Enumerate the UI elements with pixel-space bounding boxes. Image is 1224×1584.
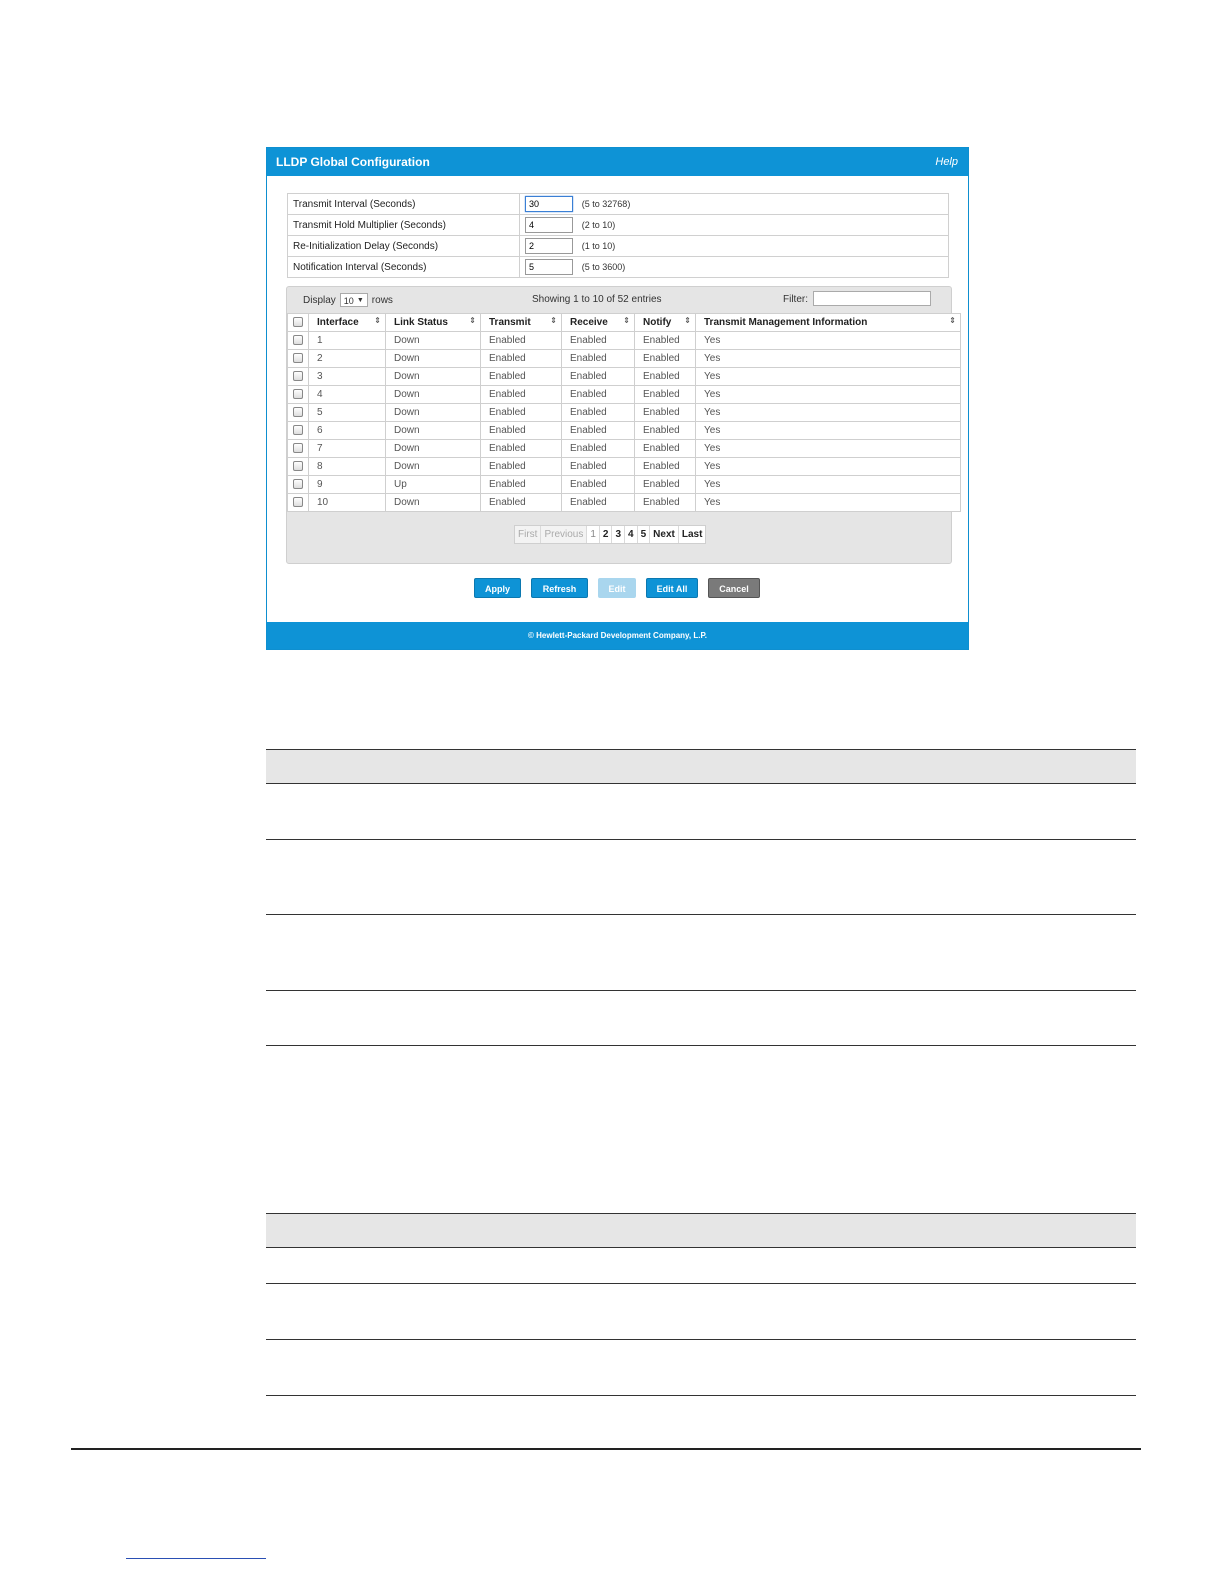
cell-link-status: Down	[386, 332, 481, 350]
table-row[interactable]	[288, 368, 961, 386]
config-value-cell	[520, 215, 949, 236]
cell-transmit-mgmt-info: Yes	[696, 458, 961, 476]
table-row[interactable]	[288, 350, 961, 368]
page-last-button[interactable]: Last	[678, 526, 706, 543]
column-notify[interactable]	[635, 314, 696, 332]
cell-link-status: Down	[386, 368, 481, 386]
cell-transmit-mgmt-info: Yes	[696, 404, 961, 422]
cell-notify: Enabled	[635, 494, 696, 512]
panel-footer	[267, 622, 968, 649]
doc-table-header	[266, 1213, 1136, 1248]
notification-interval-input[interactable]	[525, 259, 573, 275]
sort-icon: ⇕	[469, 316, 476, 325]
page-1-button[interactable]: 1	[586, 526, 599, 543]
table-toolbar	[287, 287, 951, 313]
document-table-1	[266, 749, 1136, 1046]
entries-info: Showing 1 to 10 of 52 entries	[532, 294, 662, 305]
doc-table-row	[266, 784, 1136, 840]
table-row[interactable]	[288, 476, 961, 494]
config-row	[288, 215, 949, 236]
cell-receive: Enabled	[562, 368, 635, 386]
config-table	[287, 193, 949, 278]
column-transmit-mgmt-info[interactable]	[696, 314, 961, 332]
cell-receive: Enabled	[562, 386, 635, 404]
pagination	[514, 525, 706, 544]
document-table-2	[266, 1213, 1136, 1396]
table-header-row	[288, 314, 961, 332]
row-select-cell	[288, 494, 309, 512]
row-select-cell	[288, 332, 309, 350]
transmit-hold-multiplier-input[interactable]	[525, 217, 573, 233]
cell-link-status: Down	[386, 386, 481, 404]
copyright-text: © Hewlett-Packard Development Company, L.P.	[528, 631, 707, 640]
cell-transmit: Enabled	[481, 350, 562, 368]
cell-interface: 4	[309, 386, 386, 404]
reinit-delay-input[interactable]	[525, 238, 573, 254]
row-checkbox[interactable]	[293, 443, 303, 453]
cancel-button[interactable]: Cancel	[708, 578, 760, 598]
filter-label: Filter:	[783, 294, 808, 305]
sort-icon: ⇕	[949, 316, 956, 325]
column-label: Transmit Management Information	[704, 317, 868, 328]
cell-transmit: Enabled	[481, 404, 562, 422]
config-row	[288, 257, 949, 278]
cell-transmit-mgmt-info: Yes	[696, 440, 961, 458]
table-row[interactable]	[288, 332, 961, 350]
cell-notify: Enabled	[635, 458, 696, 476]
cell-link-status: Down	[386, 350, 481, 368]
apply-button[interactable]: Apply	[474, 578, 521, 598]
cell-notify: Enabled	[635, 368, 696, 386]
notification-interval-range: (5 to 3600)	[581, 261, 626, 272]
row-checkbox[interactable]	[293, 335, 303, 345]
config-value-cell	[520, 236, 949, 257]
cell-transmit: Enabled	[481, 368, 562, 386]
edit-all-button[interactable]: Edit All	[646, 578, 698, 598]
select-all-checkbox[interactable]	[293, 317, 303, 327]
cell-transmit: Enabled	[481, 386, 562, 404]
table-row[interactable]	[288, 404, 961, 422]
column-receive[interactable]	[562, 314, 635, 332]
doc-table-row	[266, 1248, 1136, 1284]
rows-label: rows	[371, 294, 393, 306]
help-link[interactable]: Help	[935, 156, 958, 168]
select-all-cell	[288, 314, 309, 332]
page-previous-button[interactable]: Previous	[540, 526, 586, 543]
cell-interface: 7	[309, 440, 386, 458]
cell-receive: Enabled	[562, 404, 635, 422]
transmit-interval-input[interactable]	[525, 196, 573, 212]
sort-icon: ⇕	[374, 316, 381, 325]
footer-link-underline[interactable]	[126, 1558, 266, 1559]
cell-link-status: Up	[386, 476, 481, 494]
cell-receive: Enabled	[562, 440, 635, 458]
transmit-interval-range: (5 to 32768)	[581, 198, 631, 209]
cell-transmit: Enabled	[481, 332, 562, 350]
row-checkbox[interactable]	[293, 425, 303, 435]
row-select-cell	[288, 404, 309, 422]
row-checkbox[interactable]	[293, 371, 303, 381]
panel-header	[267, 148, 968, 176]
cell-receive: Enabled	[562, 458, 635, 476]
cell-notify: Enabled	[635, 350, 696, 368]
filter-input[interactable]	[813, 291, 931, 306]
cell-notify: Enabled	[635, 440, 696, 458]
cell-interface: 9	[309, 476, 386, 494]
column-label: Notify	[643, 317, 672, 328]
row-checkbox[interactable]	[293, 479, 303, 489]
cell-interface: 1	[309, 332, 386, 350]
cell-transmit-mgmt-info: Yes	[696, 476, 961, 494]
page-footer-rule	[71, 1448, 1141, 1450]
cell-interface: 2	[309, 350, 386, 368]
reinit-delay-range: (1 to 10)	[581, 240, 616, 251]
table-row[interactable]	[288, 386, 961, 404]
cell-transmit: Enabled	[481, 422, 562, 440]
row-select-cell	[288, 386, 309, 404]
lldp-config-panel	[266, 147, 969, 650]
doc-table-row	[266, 840, 1136, 915]
sort-icon: ⇕	[550, 316, 557, 325]
doc-table-row	[266, 915, 1136, 991]
cell-receive: Enabled	[562, 332, 635, 350]
cell-transmit-mgmt-info: Yes	[696, 368, 961, 386]
config-row	[288, 236, 949, 257]
cell-transmit-mgmt-info: Yes	[696, 332, 961, 350]
cell-interface: 5	[309, 404, 386, 422]
page-5-button[interactable]: 5	[637, 526, 650, 543]
cell-transmit-mgmt-info: Yes	[696, 350, 961, 368]
cell-link-status: Down	[386, 422, 481, 440]
cell-transmit-mgmt-info: Yes	[696, 386, 961, 404]
button-row	[267, 578, 968, 598]
column-interface[interactable]	[309, 314, 386, 332]
column-label: Transmit	[489, 317, 531, 328]
column-link-status[interactable]	[386, 314, 481, 332]
config-row	[288, 194, 949, 215]
cell-transmit-mgmt-info: Yes	[696, 422, 961, 440]
table-row[interactable]	[288, 458, 961, 476]
cell-link-status: Down	[386, 440, 481, 458]
page-3-button[interactable]: 3	[611, 526, 624, 543]
row-checkbox[interactable]	[293, 461, 303, 471]
page-next-button[interactable]: Next	[649, 526, 678, 543]
cell-receive: Enabled	[562, 494, 635, 512]
cell-receive: Enabled	[562, 476, 635, 494]
cell-transmit: Enabled	[481, 476, 562, 494]
transmit-hold-multiplier-label: Transmit Hold Multiplier (Seconds)	[288, 215, 520, 236]
cell-link-status: Down	[386, 458, 481, 476]
reinit-delay-label: Re-Initialization Delay (Seconds)	[288, 236, 520, 257]
doc-table-row	[266, 1340, 1136, 1396]
doc-table-row	[266, 991, 1136, 1046]
cell-transmit-mgmt-info: Yes	[696, 494, 961, 512]
rows-per-page-select[interactable]	[340, 293, 368, 307]
config-value-cell	[520, 257, 949, 278]
cell-notify: Enabled	[635, 386, 696, 404]
interface-table-container	[286, 286, 956, 564]
edit-button[interactable]: Edit	[598, 578, 636, 598]
row-checkbox[interactable]	[293, 389, 303, 399]
sort-icon: ⇕	[684, 316, 691, 325]
chevron-down-icon: ▼	[356, 297, 364, 304]
row-checkbox[interactable]	[293, 407, 303, 417]
column-label: Link Status	[394, 317, 448, 328]
row-select-cell	[288, 440, 309, 458]
column-label: Interface	[317, 317, 359, 328]
panel-title: LLDP Global Configuration	[276, 155, 430, 169]
table-row[interactable]	[288, 422, 961, 440]
doc-table-row	[266, 1284, 1136, 1340]
table-row[interactable]	[288, 494, 961, 512]
row-select-cell	[288, 458, 309, 476]
config-value-cell	[520, 194, 949, 215]
page-2-button[interactable]: 2	[599, 526, 612, 543]
row-select-cell	[288, 350, 309, 368]
doc-table-header	[266, 749, 1136, 784]
column-transmit[interactable]	[481, 314, 562, 332]
cell-notify: Enabled	[635, 404, 696, 422]
page-4-button[interactable]: 4	[624, 526, 637, 543]
cell-notify: Enabled	[635, 422, 696, 440]
notification-interval-label: Notification Interval (Seconds)	[288, 257, 520, 278]
page-first-button[interactable]: First	[515, 526, 540, 543]
cell-receive: Enabled	[562, 422, 635, 440]
table-row[interactable]	[288, 440, 961, 458]
cell-receive: Enabled	[562, 350, 635, 368]
transmit-hold-multiplier-range: (2 to 10)	[581, 219, 616, 230]
display-label: Display	[303, 294, 336, 306]
cell-transmit: Enabled	[481, 494, 562, 512]
cell-interface: 6	[309, 422, 386, 440]
row-select-cell	[288, 368, 309, 386]
cell-link-status: Down	[386, 404, 481, 422]
row-checkbox[interactable]	[293, 497, 303, 507]
refresh-button[interactable]: Refresh	[531, 578, 588, 598]
cell-transmit: Enabled	[481, 440, 562, 458]
rows-per-page-value: 10	[343, 296, 354, 306]
cell-link-status: Down	[386, 494, 481, 512]
row-checkbox[interactable]	[293, 353, 303, 363]
cell-interface: 8	[309, 458, 386, 476]
row-select-cell	[288, 476, 309, 494]
transmit-interval-label: Transmit Interval (Seconds)	[288, 194, 520, 215]
cell-transmit: Enabled	[481, 458, 562, 476]
cell-interface: 3	[309, 368, 386, 386]
cell-interface: 10	[309, 494, 386, 512]
sort-icon: ⇕	[623, 316, 630, 325]
interface-table	[287, 313, 961, 512]
cell-notify: Enabled	[635, 332, 696, 350]
row-select-cell	[288, 422, 309, 440]
column-label: Receive	[570, 317, 608, 328]
cell-notify: Enabled	[635, 476, 696, 494]
